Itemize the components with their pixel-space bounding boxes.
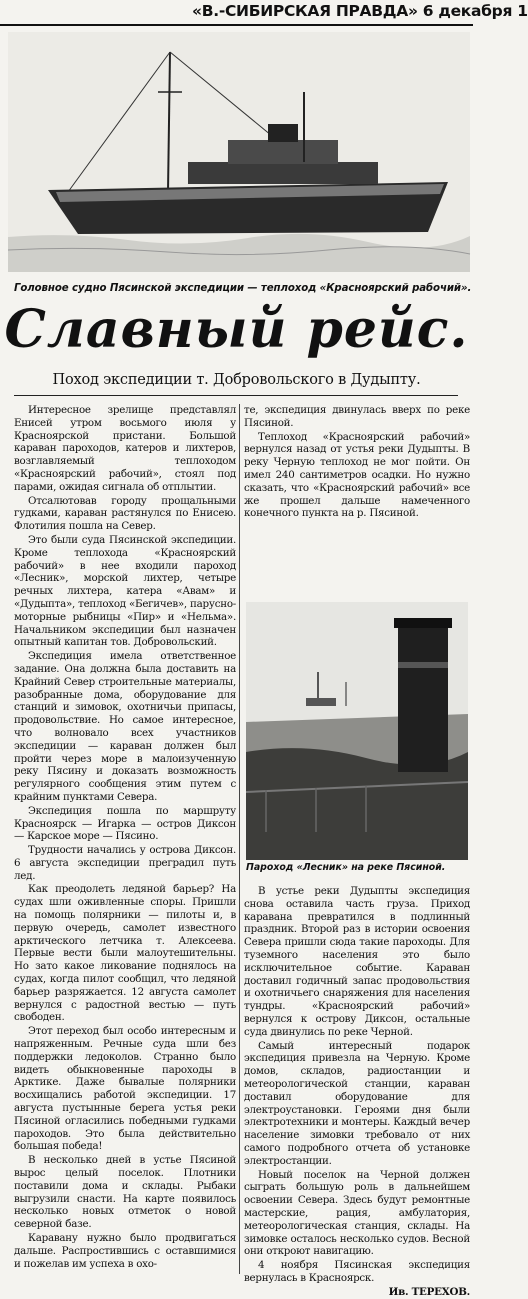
masthead-text: «В.-СИБИРСКАЯ ПРАВДА» 6 декабря 1	[192, 2, 528, 20]
article-column-right-top	[244, 404, 470, 598]
photo-right-caption: Пароход «Лесник» на реке Пясиной.	[246, 862, 446, 873]
paragraph: Каравану нужно было продвигаться дальше. Распростившись с оставшимися и пожелав им успеха в охо-	[14, 1232, 236, 1270]
photo-top-caption: Головное судно Пясинской экспедиции — теплоход «Красноярский рабочий».	[14, 283, 472, 294]
paragraph: Этот переход был особо интересным и напряженным. Речные суда шли без поддержки ледоколов. Странно было видеть обыкновенные пароходы в Арктике. Даже бывалые полярники восхищались работой экспедиции. 17 августа пустынные берега устья реки Пясиной огласились победными гудками пароходов. Это была действительно большая победа!	[14, 1025, 236, 1153]
paragraph: Теплоход «Красноярский рабочий» вернулся назад от устья реки Дудыпты. В реку Черную теплоход не мог пойти. Он имел 240 сантиметров осадки. Но нужно сказать, что «Красноярский рабочий» все же прошел дальше намеченного конечного пункта на р. Пясиной.	[244, 430, 470, 520]
paragraph: Это были суда Пясинской экспедиции. Кроме теплохода «Красноярский рабочий» в нее входили пароход «Лесник», морской лихтер, четыре речных лихтера, катера «Авам» и «Дудыпта», теплоход «Бегичев», парусно-моторные рыбницы «Пир» и «Нельма». Начальником экспедиции был назначен опытный капитан тов. Добровольский.	[14, 533, 236, 649]
author-signature: Ив. ТЕРЕХОВ.	[388, 1285, 470, 1298]
ship-photo-top	[8, 32, 470, 272]
paragraph: Трудности начались у острова Диксон. 6 августа экспедиции преградил путь лед.	[14, 844, 236, 882]
paragraph: Экспедиция пошла по маршруту Красноярск — Игарка — остров Диксон — Карское море — Пясино.	[14, 804, 236, 843]
paragraph: Экспедиция имела ответственное задание. Она должна была доставить на Крайний Север строительные материалы, разобранные дома, оборудование для станций и зимовок, охотничьи припасы, продовольствие. Но самое интересное, что волновало всех участников экспедиции — караван должен был пройти через море в малоизученную реку Пясину и доказать возможность регулярного сообщения этим путем с крайним пунктами Севера.	[14, 650, 236, 803]
article-headline: Славный рейс.	[4, 299, 469, 360]
paragraph: Как преодолеть ледяной барьер? На судах шли оживленные споры. Пришли на помощь полярники — пилоты и, в первую очередь, самолет известного арктического летчика т. Алексеева. Первые вести были малоутешительны. Но зато какое ликование поднялось на судах, когда пилот сообщил, что ледяной барьер разряжается. 12 августа самолет вернулся с радостной вестью — путь свободен.	[14, 883, 236, 1024]
paragraph: 4 ноября Пясинская экспедиция вернулась в Красноярск.	[244, 1259, 470, 1284]
subhead-rule	[14, 395, 458, 396]
paragraph: Самый интересный подарок экспедиция привезла на Черную. Кроме домов, складов, радиостанции и метеорологической станции, караван доставил оборудование для электроустановки. Героями дня были электротехники и монтеры. Каждый вечер население зимовки требовало от них самого подробного отчета об установке электростанции.	[244, 1039, 470, 1167]
article-column-right-bottom	[244, 885, 470, 1298]
newspaper-masthead	[0, 0, 528, 26]
paragraph: Новый поселок на Черной должен сыграть большую роль в дальнейшем освоении Севера. Здесь будут ремонтные мастерские, рация, амбулатория, метеорологическая станция, склады. На зимовке осталось несколько судов. Весной они откроют навигацию.	[244, 1168, 470, 1258]
paragraph: те, экспедиция двинулась вверх по реке Пясиной.	[244, 404, 470, 429]
article-column-left	[14, 404, 236, 1276]
paragraph: В устье реки Дудыпты экспедиция снова оставила часть груза. Приход каравана превратился в подлинный праздник. Второй раз в истории освоения Севера пришли сюда такие пароходы. Для туземного населения это было исключительное событие. Караван доставил годичный запас продовольствия и охотничьего снаряжения для населения тундры. «Красноярский рабочий» вернулся к острову Диксон, остальные суда двинулись по реке Черной.	[244, 885, 470, 1038]
paragraph: В несколько дней в устье Пясиной вырос целый поселок. Плотники поставили дома и склады. Рыбаки выгрузили снасти. На карте появилось несколько новых отметок о новой северной базе.	[14, 1154, 236, 1231]
article-subhead: Поход экспедиции т. Добровольского в Дудыпту.	[52, 372, 421, 388]
column-separator	[239, 404, 240, 1274]
paragraph: Отсалютовав городу прощальными гудками, караван растянулся по Енисею. Флотилия пошла на Север.	[14, 494, 236, 533]
ship-photo-right	[246, 602, 468, 860]
paragraph: Интересное зрелище представлял Енисей утром восьмого июля у Красноярской пристани. Большой караван пароходов, катеров и лихтеров, возглавляемый теплоходом «Красноярский рабочий», стоял под парами, ожидая сигнала об отплытии.	[14, 404, 236, 493]
